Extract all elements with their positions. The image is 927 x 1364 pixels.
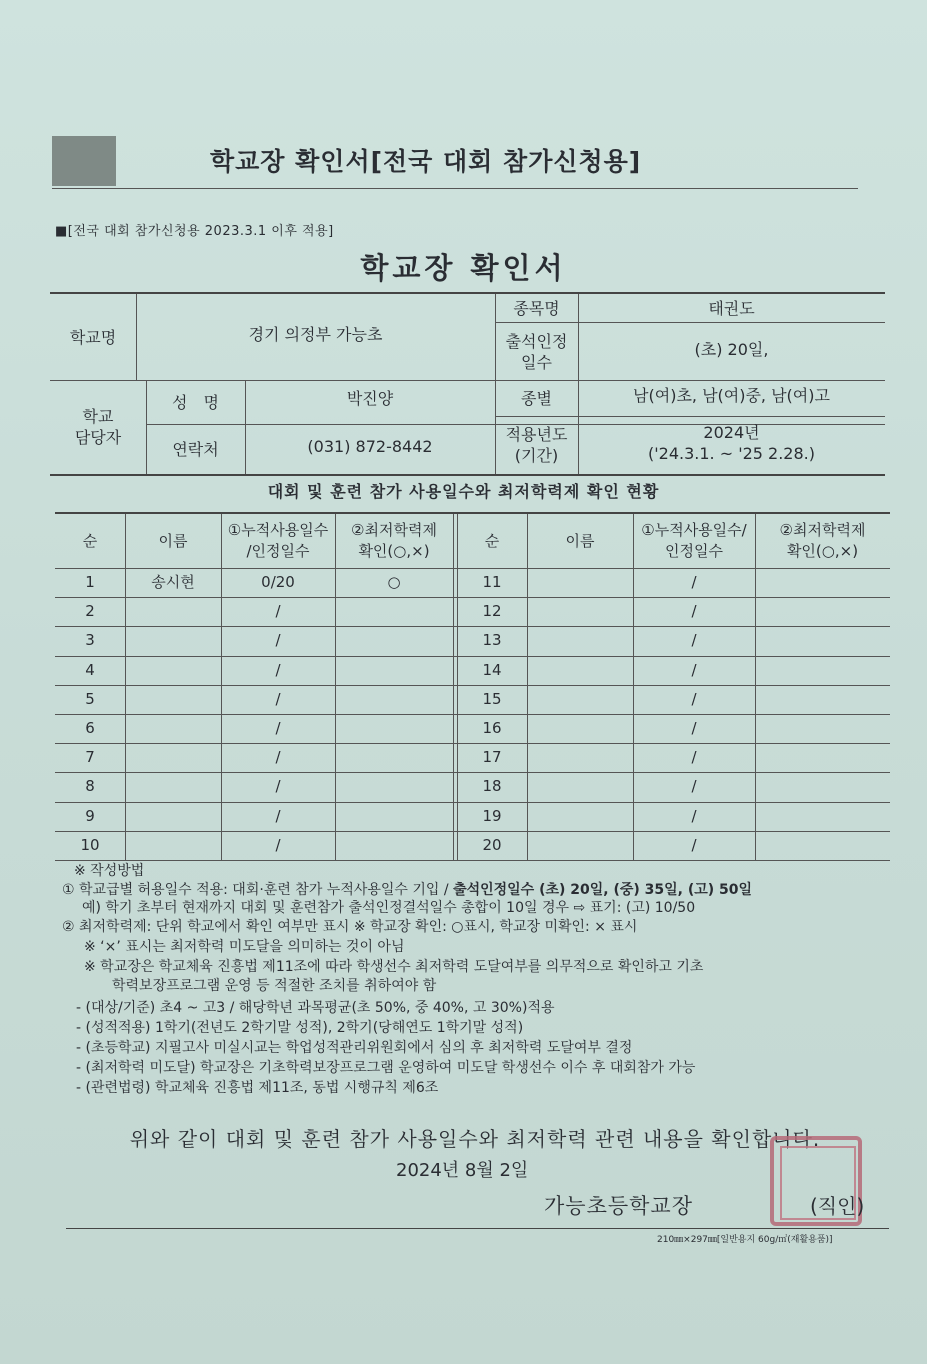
- header-title: 학교장 확인서[전국 대회 참가신청용]: [210, 147, 642, 176]
- left-row-days: /: [275, 806, 281, 825]
- attendance-value: (초) 20일,: [694, 339, 769, 359]
- header-academic-right-line1: ②최저학력제: [779, 521, 866, 539]
- right-row-name: [527, 597, 633, 626]
- right-row-no: 17: [482, 748, 502, 767]
- left-row-no: 10: [80, 835, 100, 854]
- note-1: [62, 881, 752, 900]
- header-days-line2: /인정일수: [246, 542, 310, 560]
- left-row-days: /: [275, 719, 281, 738]
- category-label: 종별: [521, 388, 552, 408]
- attendance-label-line2: 일수: [521, 353, 552, 372]
- note-1-text: ① 학교급별 허용일수 적용: 대회·훈련 참가 누적사용일수 기입 /: [62, 882, 454, 898]
- right-row-check: [755, 714, 890, 743]
- paper-spec: 210㎜×297㎜[일반용지 60g/㎡(재활용품)]: [657, 1235, 833, 1245]
- left-row-no: 4: [85, 660, 95, 679]
- right-row-name: [527, 656, 633, 685]
- name-label: 성 명: [172, 392, 219, 412]
- left-row-no: 5: [85, 689, 95, 708]
- right-row-days: /: [691, 835, 697, 854]
- left-row-no: 6: [85, 719, 95, 738]
- right-row-name: [527, 831, 633, 860]
- left-row-days: /: [275, 660, 281, 679]
- left-row-days: /: [275, 689, 281, 708]
- header-days: [221, 514, 335, 568]
- event-label: 종목명: [513, 298, 560, 318]
- detail-4: - (최저학력 미도달) 학교장은 기초학력보장프로그램 운영하여 미도달 학생선수 이수 후 대회참가 가능: [76, 1060, 696, 1076]
- seal-mark: (직인): [810, 1194, 865, 1218]
- right-row-days: /: [691, 777, 697, 796]
- status-table: [55, 512, 890, 861]
- note-2: ② 최저학력제: 단위 학교에서 확인 여부만 표시 ※ 학교장 확인: ○표시, 학교장 미확인: × 표시: [62, 919, 638, 935]
- right-row-days: /: [691, 573, 697, 592]
- year-value-line2: ('24.3.1. ~ '25 2.28.): [648, 444, 815, 463]
- left-row-name: [125, 831, 221, 860]
- detail-3: - (초등학교) 지필고사 미실시교는 학업성적관리위원회에서 심의 후 최저학력 도달여부 결정: [76, 1040, 633, 1056]
- left-row-name: [125, 685, 221, 714]
- right-row-check: [755, 685, 890, 714]
- left-row-no: 3: [85, 631, 95, 650]
- header-academic-line1: ②최저학력제: [351, 521, 437, 539]
- main-title: 학교장 확인서: [360, 251, 567, 285]
- header-bar: [52, 136, 858, 189]
- manager-label-line2: 담당자: [74, 428, 122, 447]
- left-row-check: [335, 743, 453, 772]
- category-value: 남(여)초, 남(여)중, 남(여)고: [633, 385, 830, 405]
- right-row-no: 16: [482, 719, 502, 738]
- right-row-name: [527, 685, 633, 714]
- header-academic-right: [755, 514, 890, 568]
- school-value: 경기 의정부 가능초: [248, 324, 383, 344]
- right-row-days: /: [691, 660, 697, 679]
- right-row-check: [755, 802, 890, 831]
- right-row-check: [755, 626, 890, 655]
- detail-2: - (성적적용) 1학기(전년도 2학기말 성적), 2학기(당해연도 1학기말 성적): [76, 1020, 524, 1036]
- left-row-name: [125, 802, 221, 831]
- left-row-name: [125, 772, 221, 801]
- year-value: [578, 416, 885, 470]
- left-row-days: /: [275, 631, 281, 650]
- issue-date: 2024년 8월 2일: [396, 1160, 529, 1181]
- right-row-check: [755, 772, 890, 801]
- left-row-check: [335, 656, 453, 685]
- left-row-check: [335, 802, 453, 831]
- right-row-days: /: [691, 806, 697, 825]
- left-row-no: 1: [85, 573, 95, 592]
- left-row-check: [335, 685, 453, 714]
- left-row-check: [335, 772, 453, 801]
- left-row-check: [335, 597, 453, 626]
- right-row-no: 19: [482, 806, 502, 825]
- right-row-check: [755, 568, 890, 597]
- right-row-check: [755, 656, 890, 685]
- right-row-check: [755, 597, 890, 626]
- header-name-right: 이름: [565, 531, 595, 550]
- left-row-name: 송시현: [151, 573, 195, 592]
- left-row-no: 8: [85, 777, 95, 796]
- contact-value: (031) 872-8442: [307, 436, 433, 456]
- divider: [495, 322, 885, 323]
- header-block: [52, 136, 116, 186]
- year-label-line2: (기간): [514, 446, 559, 465]
- right-row-name: [527, 743, 633, 772]
- right-row-name: [527, 714, 633, 743]
- note-2-c: 학력보장프로그램 운영 등 적절한 조치를 취하여야 함: [112, 978, 437, 994]
- left-row-days: /: [275, 748, 281, 767]
- year-value-line1: 2024년: [703, 423, 760, 442]
- right-row-check: [755, 831, 890, 860]
- confirm-text: 위와 같이 대회 및 훈련 참가 사용일수와 최저학력 관련 내용을 확인합니다.: [129, 1127, 821, 1151]
- header-days-right: [633, 514, 755, 568]
- note-1-bold: 출석인정일수 (초) 20일, (중) 35일, (고) 50일: [453, 882, 753, 898]
- left-row-no: 7: [85, 748, 95, 767]
- left-row-name: [125, 656, 221, 685]
- column-divider: [453, 514, 454, 860]
- header-academic-right-line2: 확인(○,×): [786, 542, 859, 560]
- manager-label: [50, 380, 146, 474]
- right-row-no: 18: [482, 777, 502, 796]
- right-row-no: 20: [482, 835, 502, 854]
- right-row-no: 13: [482, 631, 502, 650]
- right-row-days: /: [691, 631, 697, 650]
- left-row-check: [335, 626, 453, 655]
- header-academic: [335, 514, 453, 568]
- left-row-days: /: [275, 835, 281, 854]
- year-label-line1: 적용년도: [505, 425, 568, 444]
- header-days-line1: ①누적사용일수: [227, 521, 329, 539]
- right-row-days: /: [691, 748, 697, 767]
- right-row-name: [527, 802, 633, 831]
- detail-5: - (관련법령) 학교체육 진흥법 제11조, 동법 시행규칙 제6조: [76, 1080, 439, 1096]
- left-row-no: 9: [85, 806, 95, 825]
- right-row-check: [755, 743, 890, 772]
- header-days-right-line1: ①누적사용일수/: [641, 521, 747, 539]
- left-row-name: [125, 597, 221, 626]
- right-row-days: /: [691, 689, 697, 708]
- attendance-label: [495, 324, 578, 380]
- manager-label-line1: 학교: [82, 407, 114, 426]
- detail-1: - (대상/기준) 초4 ~ 고3 / 해당학년 과목평균(초 50%, 중 40%, 고 30%)적용: [76, 1000, 555, 1016]
- school-label: 학교명: [69, 327, 117, 347]
- info-table: [50, 292, 885, 476]
- school-principal: 가능초등학교장: [544, 1194, 694, 1218]
- attendance-label-line1: 출석인정: [505, 332, 568, 351]
- note-2-a: ※ ‘×’ 표시는 최저학력 미도달을 의미하는 것이 아님: [84, 939, 405, 955]
- left-row-days: 0/20: [261, 573, 295, 592]
- right-row-name: [527, 626, 633, 655]
- right-row-days: /: [691, 602, 697, 621]
- right-row-no: 12: [482, 602, 502, 621]
- event-value: 태권도: [708, 298, 755, 318]
- header-no-right: 순: [484, 531, 500, 550]
- section-title: 대회 및 훈련 참가 사용일수와 최저학력제 확인 현황: [267, 482, 660, 501]
- right-row-name: [527, 568, 633, 597]
- left-row-days: /: [275, 777, 281, 796]
- right-row-no: 15: [482, 689, 502, 708]
- header-no: 순: [82, 531, 98, 550]
- contact-label: 연락처: [172, 439, 219, 459]
- left-row-name: [125, 714, 221, 743]
- notes-heading: ※ 작성방법: [74, 863, 145, 879]
- note-2-b: ※ 학교장은 학교체육 진흥법 제11조에 따라 학생선수 최저학력 도달여부를 의무적으로 확인하고 기초: [84, 959, 704, 975]
- name-value: 박진양: [346, 388, 394, 408]
- header-academic-line2: 확인(○,×): [358, 542, 430, 560]
- left-row-days: /: [275, 602, 281, 621]
- right-row-name: [527, 772, 633, 801]
- right-row-no: 14: [482, 660, 502, 679]
- bottom-divider: [66, 1228, 889, 1229]
- header-days-right-line2: 인정일수: [665, 542, 723, 560]
- left-row-no: 2: [85, 602, 95, 621]
- left-row-check: [335, 831, 453, 860]
- right-row-days: /: [691, 719, 697, 738]
- year-label: [495, 416, 578, 474]
- header-name: 이름: [158, 531, 188, 550]
- left-row-check: [335, 714, 453, 743]
- left-row-name: [125, 626, 221, 655]
- left-row-check: ○: [387, 573, 401, 592]
- note-1-example: 예) 학기 초부터 현재까지 대회 및 훈련참가 출석인정결석일수 총합이 10일 경우 ⇨ 표기: (고) 10/50: [82, 900, 696, 916]
- header-subtitle: ■[전국 대회 참가신청용 2023.3.1 이후 적용]: [55, 224, 334, 239]
- right-row-no: 11: [482, 573, 502, 592]
- left-row-name: [125, 743, 221, 772]
